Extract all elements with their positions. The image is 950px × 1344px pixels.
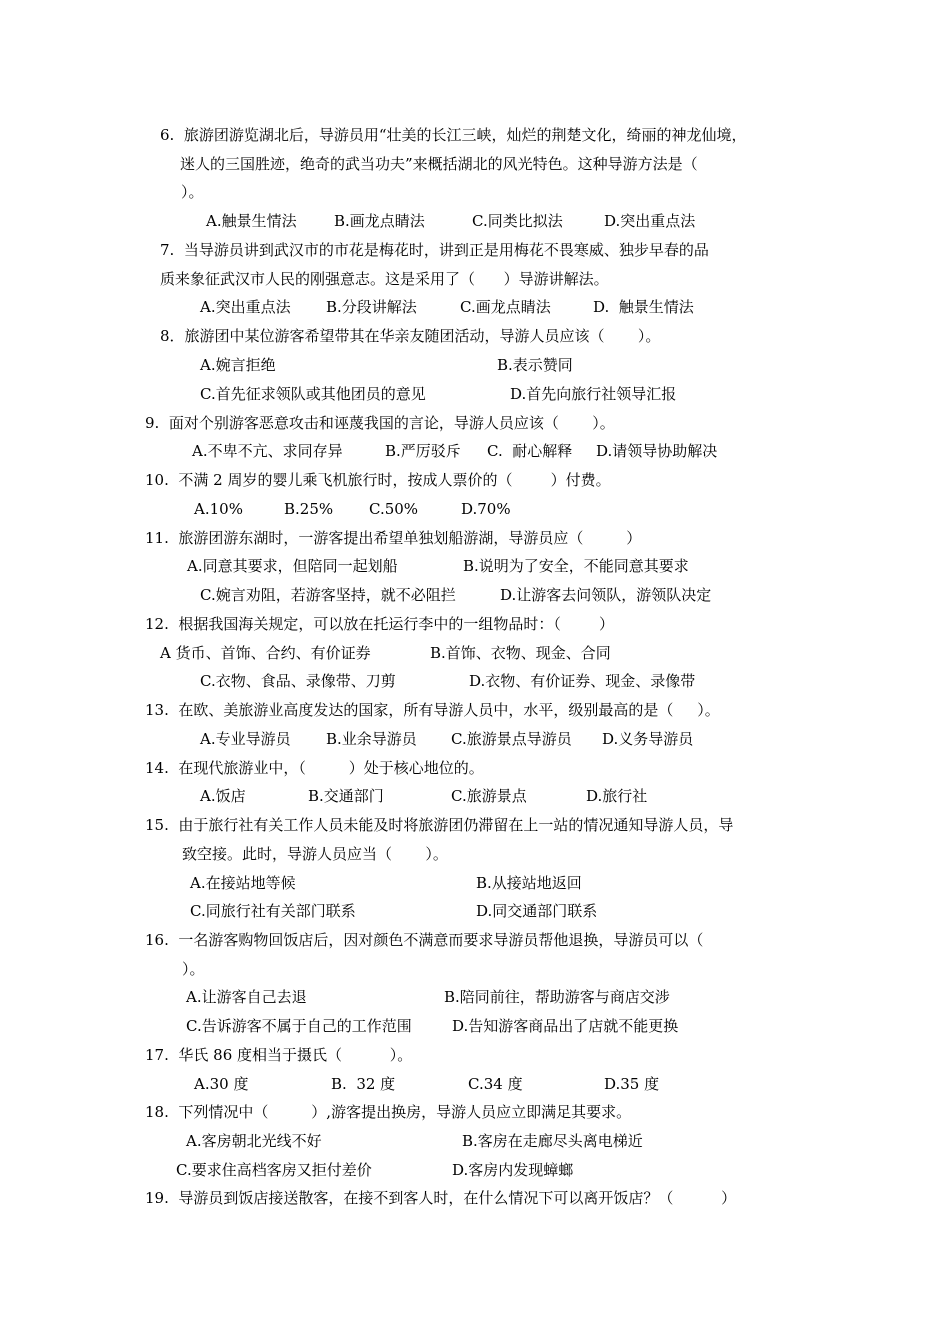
question-16-option-b: B.陪同前往，帮助游客与商店交涉 xyxy=(444,988,670,1006)
question-7-stem-line-1: 7. 当导游员讲到武汉市的市花是梅花时，讲到正是用梅花不畏寒威、独步早春的品 xyxy=(160,241,709,259)
question-14-stem: 14. 在现代旅游业中，（ ）处于核心地位的。 xyxy=(145,759,484,777)
question-19-stem: 19. 导游员到饭店接送散客，在接不到客人时，在什么情况下可以离开饭店？（ ） xyxy=(145,1189,737,1207)
question-12-option-d: D.衣物、有价证券、现金、录像带 xyxy=(469,672,696,690)
question-8-option-b: B.表示赞同 xyxy=(497,356,573,374)
question-8-option-c: C.首先征求领队或其他团员的意见 xyxy=(200,385,426,403)
question-6-option-d: D.突出重点法 xyxy=(604,212,696,230)
question-13-option-a: A.专业导游员 xyxy=(200,730,291,748)
question-8-stem: 8．旅游团中某位游客希望带其在华亲友随团活动，导游人员应该（ ）。 xyxy=(160,327,661,345)
question-14-option-b: B.交通部门 xyxy=(308,787,384,805)
question-9-option-a: A.不卑不亢、求同存异 xyxy=(192,442,343,460)
question-18-option-b: B.客房在走廊尽头离电梯近 xyxy=(462,1132,643,1150)
question-6-option-a: A.触景生情法 xyxy=(206,212,297,230)
question-18-stem: 18. 下列情况中（ ）,游客提出换房，导游人员应立即满足其要求。 xyxy=(145,1103,632,1121)
question-6-stem-line-3: ）。 xyxy=(181,183,204,201)
question-15-option-a: A.在接站地等候 xyxy=(190,874,296,892)
question-14-option-a: A.饭店 xyxy=(200,787,246,805)
question-7-option-c: C.画龙点睛法 xyxy=(460,298,551,316)
question-9-option-b: B.严厉驳斥 xyxy=(385,442,461,460)
question-16-option-a: A.让游客自己去退 xyxy=(186,988,307,1006)
question-14-option-d: D.旅行社 xyxy=(586,787,648,805)
question-13-option-c: C.旅游景点导游员 xyxy=(451,730,572,748)
question-16-option-c: C.告诉游客不属于自己的工作范围 xyxy=(186,1017,412,1035)
question-12-option-a: A 货币、首饰、合约、有价证券 xyxy=(160,644,371,662)
question-15-option-b: B.从接站地返回 xyxy=(476,874,582,892)
question-7-option-b: B.分段讲解法 xyxy=(326,298,417,316)
question-13-stem: 13. 在欧、美旅游业高度发达的国家，所有导游人员中，水平，级别最高的是（ ）。 xyxy=(145,701,720,719)
question-9-stem: 9. 面对个别游客恶意攻击和诬蔑我国的言论，导游人员应该（ ）。 xyxy=(145,414,615,432)
question-17-stem: 17. 华氏 86 度相当于摄氏（ ）。 xyxy=(145,1046,413,1064)
question-17-option-d: D.35 度 xyxy=(604,1075,660,1093)
question-17-option-c: C.34 度 xyxy=(468,1075,523,1093)
question-18-option-a: A.客房朝北光线不好 xyxy=(186,1132,322,1150)
question-12-option-b: B.首饰、衣物、现金、合同 xyxy=(430,644,611,662)
question-9-option-d: D.请领导协助解决 xyxy=(596,442,718,460)
question-11-stem: 11. 旅游团游东湖时，一游客提出希望单独划船游湖，导游员应（ ） xyxy=(145,529,642,547)
question-6-stem-line-2: 迷人的三国胜迹，绝奇的武当功夫”来概括湖北的风光特色。这种导游方法是（ xyxy=(180,155,698,173)
question-18-option-c: C.要求住高档客房又拒付差价 xyxy=(176,1161,372,1179)
question-8-option-d: D.首先向旅行社领导汇报 xyxy=(510,385,677,403)
question-14-option-c: C.旅游景点 xyxy=(451,787,527,805)
question-11-option-c: C.婉言劝阻，若游客坚持，就不必阻拦 xyxy=(200,586,456,604)
question-15-stem-line-2: 致空接。此时，导游人员应当（ ）。 xyxy=(182,845,448,863)
question-16-stem-line-1: 16. 一名游客购物回饭店后，因对颜色不满意而要求导游员帮他退换，导游员可以（ xyxy=(145,931,704,949)
question-7-option-d: D. 触景生情法 xyxy=(593,298,694,316)
question-10-stem: 10. 不满 2 周岁的婴儿乘飞机旅行时，按成人票价的（ ）付费。 xyxy=(145,471,611,489)
question-10-option-a: A.10% xyxy=(194,500,243,518)
question-16-option-d: D.告知游客商品出了店就不能更换 xyxy=(452,1017,679,1035)
question-12-option-c: C.衣物、食品、录像带、刀剪 xyxy=(200,672,396,690)
question-9-option-c: C. 耐心解释 xyxy=(487,442,573,460)
question-15-option-d: D.同交通部门联系 xyxy=(476,902,598,920)
question-6-stem-line-1: 6. 旅游团游览湖北后，导游员用“壮美的长江三峡，灿烂的荆楚文化，绮丽的神龙仙境， xyxy=(160,126,747,144)
question-8-option-a: A.婉言拒绝 xyxy=(200,356,276,374)
question-10-option-c: C.50% xyxy=(369,500,419,518)
question-7-option-a: A.突出重点法 xyxy=(200,298,291,316)
question-15-stem-line-1: 15. 由于旅行社有关工作人员未能及时将旅游团仍滞留在上一站的情况通知导游人员，导 xyxy=(145,816,734,834)
question-6-option-c: C.同类比拟法 xyxy=(472,212,563,230)
question-10-option-d: D.70% xyxy=(461,500,511,518)
question-7-stem-line-2: 质来象征武汉市人民的刚强意志。这是采用了（ ）导游讲解法。 xyxy=(160,270,609,288)
question-15-option-c: C.同旅行社有关部门联系 xyxy=(190,902,356,920)
question-11-option-d: D.让游客去问领队，游领队决定 xyxy=(500,586,712,604)
question-13-option-d: D.义务导游员 xyxy=(602,730,694,748)
question-13-option-b: B.业余导游员 xyxy=(326,730,417,748)
question-17-option-a: A.30 度 xyxy=(194,1075,249,1093)
question-17-option-b: B. 32 度 xyxy=(331,1075,396,1093)
question-11-option-a: A.同意其要求，但陪同一起划船 xyxy=(187,557,398,575)
question-16-stem-line-2: ）。 xyxy=(182,960,205,978)
question-11-option-b: B.说明为了安全，不能同意其要求 xyxy=(463,557,689,575)
question-12-stem: 12. 根据我国海关规定，可以放在托运行李中的一组物品时：（ ） xyxy=(145,615,615,633)
question-10-option-b: B.25% xyxy=(284,500,334,518)
question-18-option-d: D.客房内发现蟑螂 xyxy=(452,1161,574,1179)
question-6-option-b: B.画龙点睛法 xyxy=(334,212,425,230)
